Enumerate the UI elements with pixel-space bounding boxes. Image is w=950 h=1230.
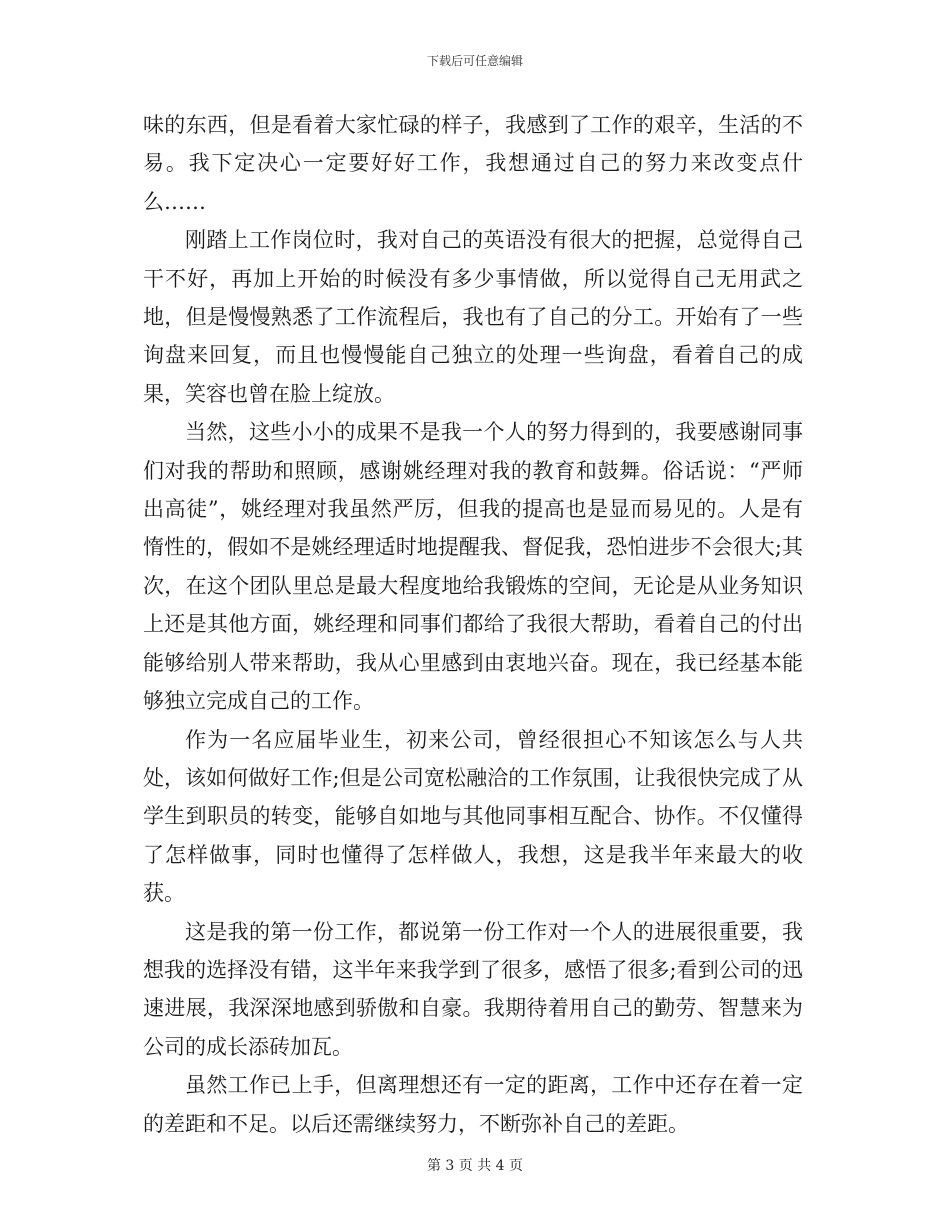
paragraph: 当然，这些小小的成果不是我一个人的努力得到的，我要感谢同事们对我的帮助和照顾，感谢姚经理对我的教育和鼓舞。俗话说：“严师出高徒”，姚经理对我虽然严厉，但我的提高也是显而易见的。人是有惰性的，假如不是姚经理适时地提醒我、督促我，恐怕进步不会很大;其次，在这个团队里总是最大程度地给我锻炼的空间，无论是从业务知识上还是其他方面，姚经理和同事们都给了我很大帮助，看着自己的付出能够给别人带来帮助，我从心里感到由衷地兴奋。现在，我已经基本能够独立完成自己的工作。 <box>143 420 803 714</box>
paragraph: 刚踏上工作岗位时，我对自己的英语没有很大的把握，总觉得自己干不好，再加上开始的时候没有多少事情做，所以觉得自己无用武之地，但是慢慢熟悉了工作流程后，我也有了自己的分工。开始有了一些询盘来回复，而且也慢慢能自己独立的处理一些询盘，看着自己的成果，笑容也曾在脸上绽放。 <box>143 228 803 406</box>
paragraph-continued: 味的东西，但是看着大家忙碌的样子，我感到了工作的艰辛，生活的不易。我下定决心一定要好好工作，我想通过自己的努力来改变点什么…… <box>143 113 803 214</box>
page-number-footer: 第 3 页 共 4 页 <box>426 1158 524 1174</box>
paragraph: 虽然工作已上手，但离理想还有一定的距离，工作中还存在着一定的差距和不足。以后还需继续努力，不断弥补自己的差距。 <box>143 1073 803 1136</box>
page-header: 下载后可任意编辑 <box>426 54 523 68</box>
paragraph: 作为一名应届毕业生，初来公司，曾经很担心不知该怎么与人共处，该如何做好工作;但是公司宽松融洽的工作氛围，让我很快完成了从学生到职员的转变，能够自如地与其他同事相互配合、协作。不仅懂得了怎样做事，同时也懂得了怎样做人，我想，这是我半年来最大的收获。 <box>143 727 803 906</box>
paragraph: 这是我的第一份工作，都说第一份工作对一个人的进展很重要，我想我的选择没有错，这半年来我学到了很多，感悟了很多;看到公司的迅速进展，我深深地感到骄傲和自豪。我期待着用自己的勤劳、智慧来为公司的成长添砖加瓦。 <box>143 919 803 1059</box>
document-body <box>143 106 803 1143</box>
